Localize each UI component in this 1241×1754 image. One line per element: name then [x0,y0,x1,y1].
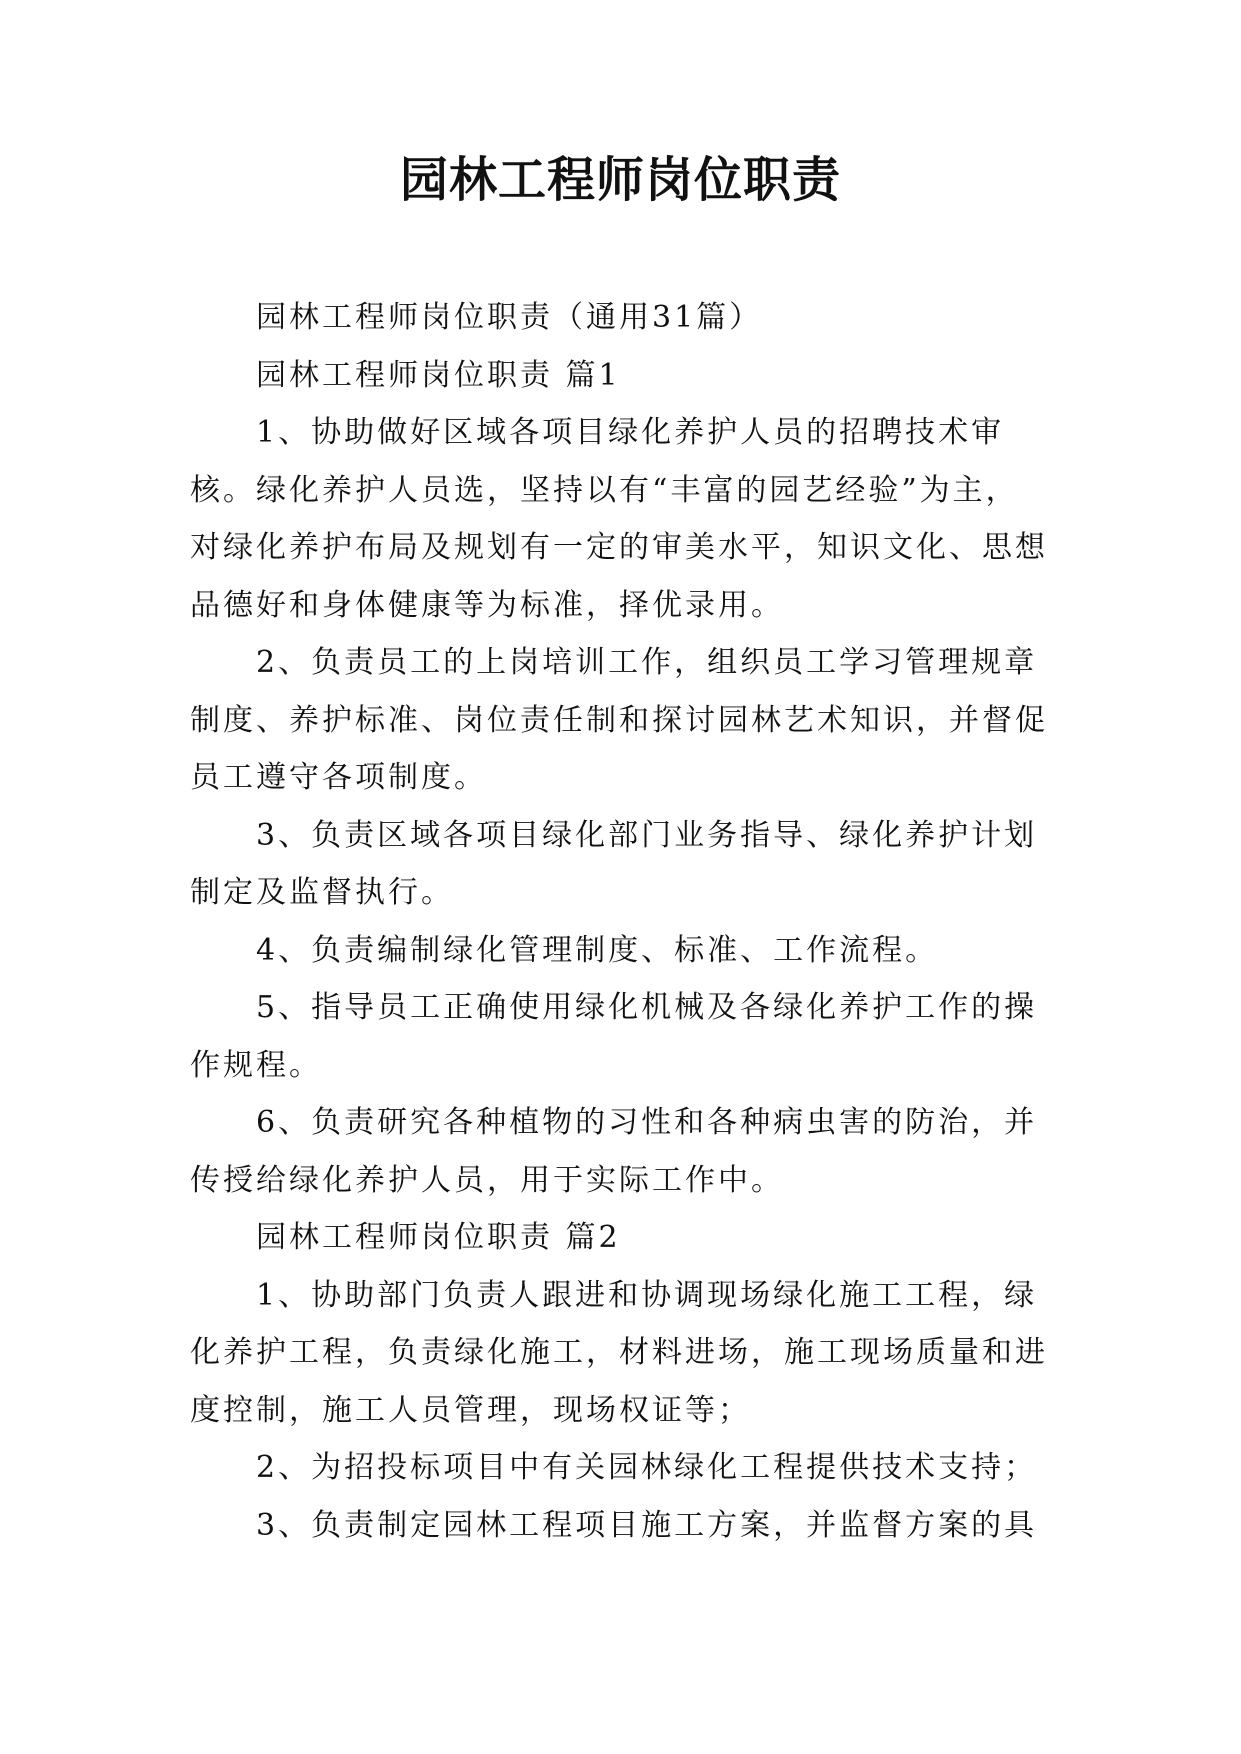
document-title: 园林工程师岗位职责 [399,152,841,208]
paragraph: 4、负责编制绿化管理制度、标准、工作流程。 [256,932,939,968]
paragraph: 2、为招投标项目中有关园林绿化工程提供技术支持； [256,1450,1038,1485]
paragraph: 5、指导员工正确使用绿化机械及各绿化养护工作的操作规程。 [190,990,1038,1083]
paragraph: 1、协助做好区域各项目绿化养护人员的招聘技术审核。绿化养护人员选，坚持以有“丰富的园艺经验”为主，对绿化养护布局及规划有一定的审美水平，知识文化、思想品德好和身体健康等为标准，择优录用。 [190,415,1048,623]
paragraph: 6、负责研究各种植物的习性和各种病虫害的防治，并传授给绿化养护人员，用于实际工作中。 [190,1105,1038,1198]
section-heading-2: 园林工程师岗位职责 篇2 [256,1220,621,1255]
section-heading-1: 园林工程师岗位职责 篇1 [256,357,621,393]
subtitle-paragraph: 园林工程师岗位职责（通用31篇） [256,300,763,335]
document-body [190,289,1050,1554]
paragraph: 1、协助部门负责人跟进和协调现场绿化施工工程，绿化养护工程，负责绿化施工，材料进场，施工现场质量和进度控制，施工人员管理，现场权证等； [190,1277,1048,1428]
paragraph: 3、负责制定园林工程项目施工方案，并监督方案的具 [256,1507,1038,1543]
paragraph: 2、负责员工的上岗培训工作，组织员工学习管理规章制度、养护标准、岗位责任制和探讨园林艺术知识，并督促员工遵守各项制度。 [190,645,1048,795]
paragraph: 3、负责区域各项目绿化部门业务指导、绿化养护计划制定及监督执行。 [190,817,1038,910]
